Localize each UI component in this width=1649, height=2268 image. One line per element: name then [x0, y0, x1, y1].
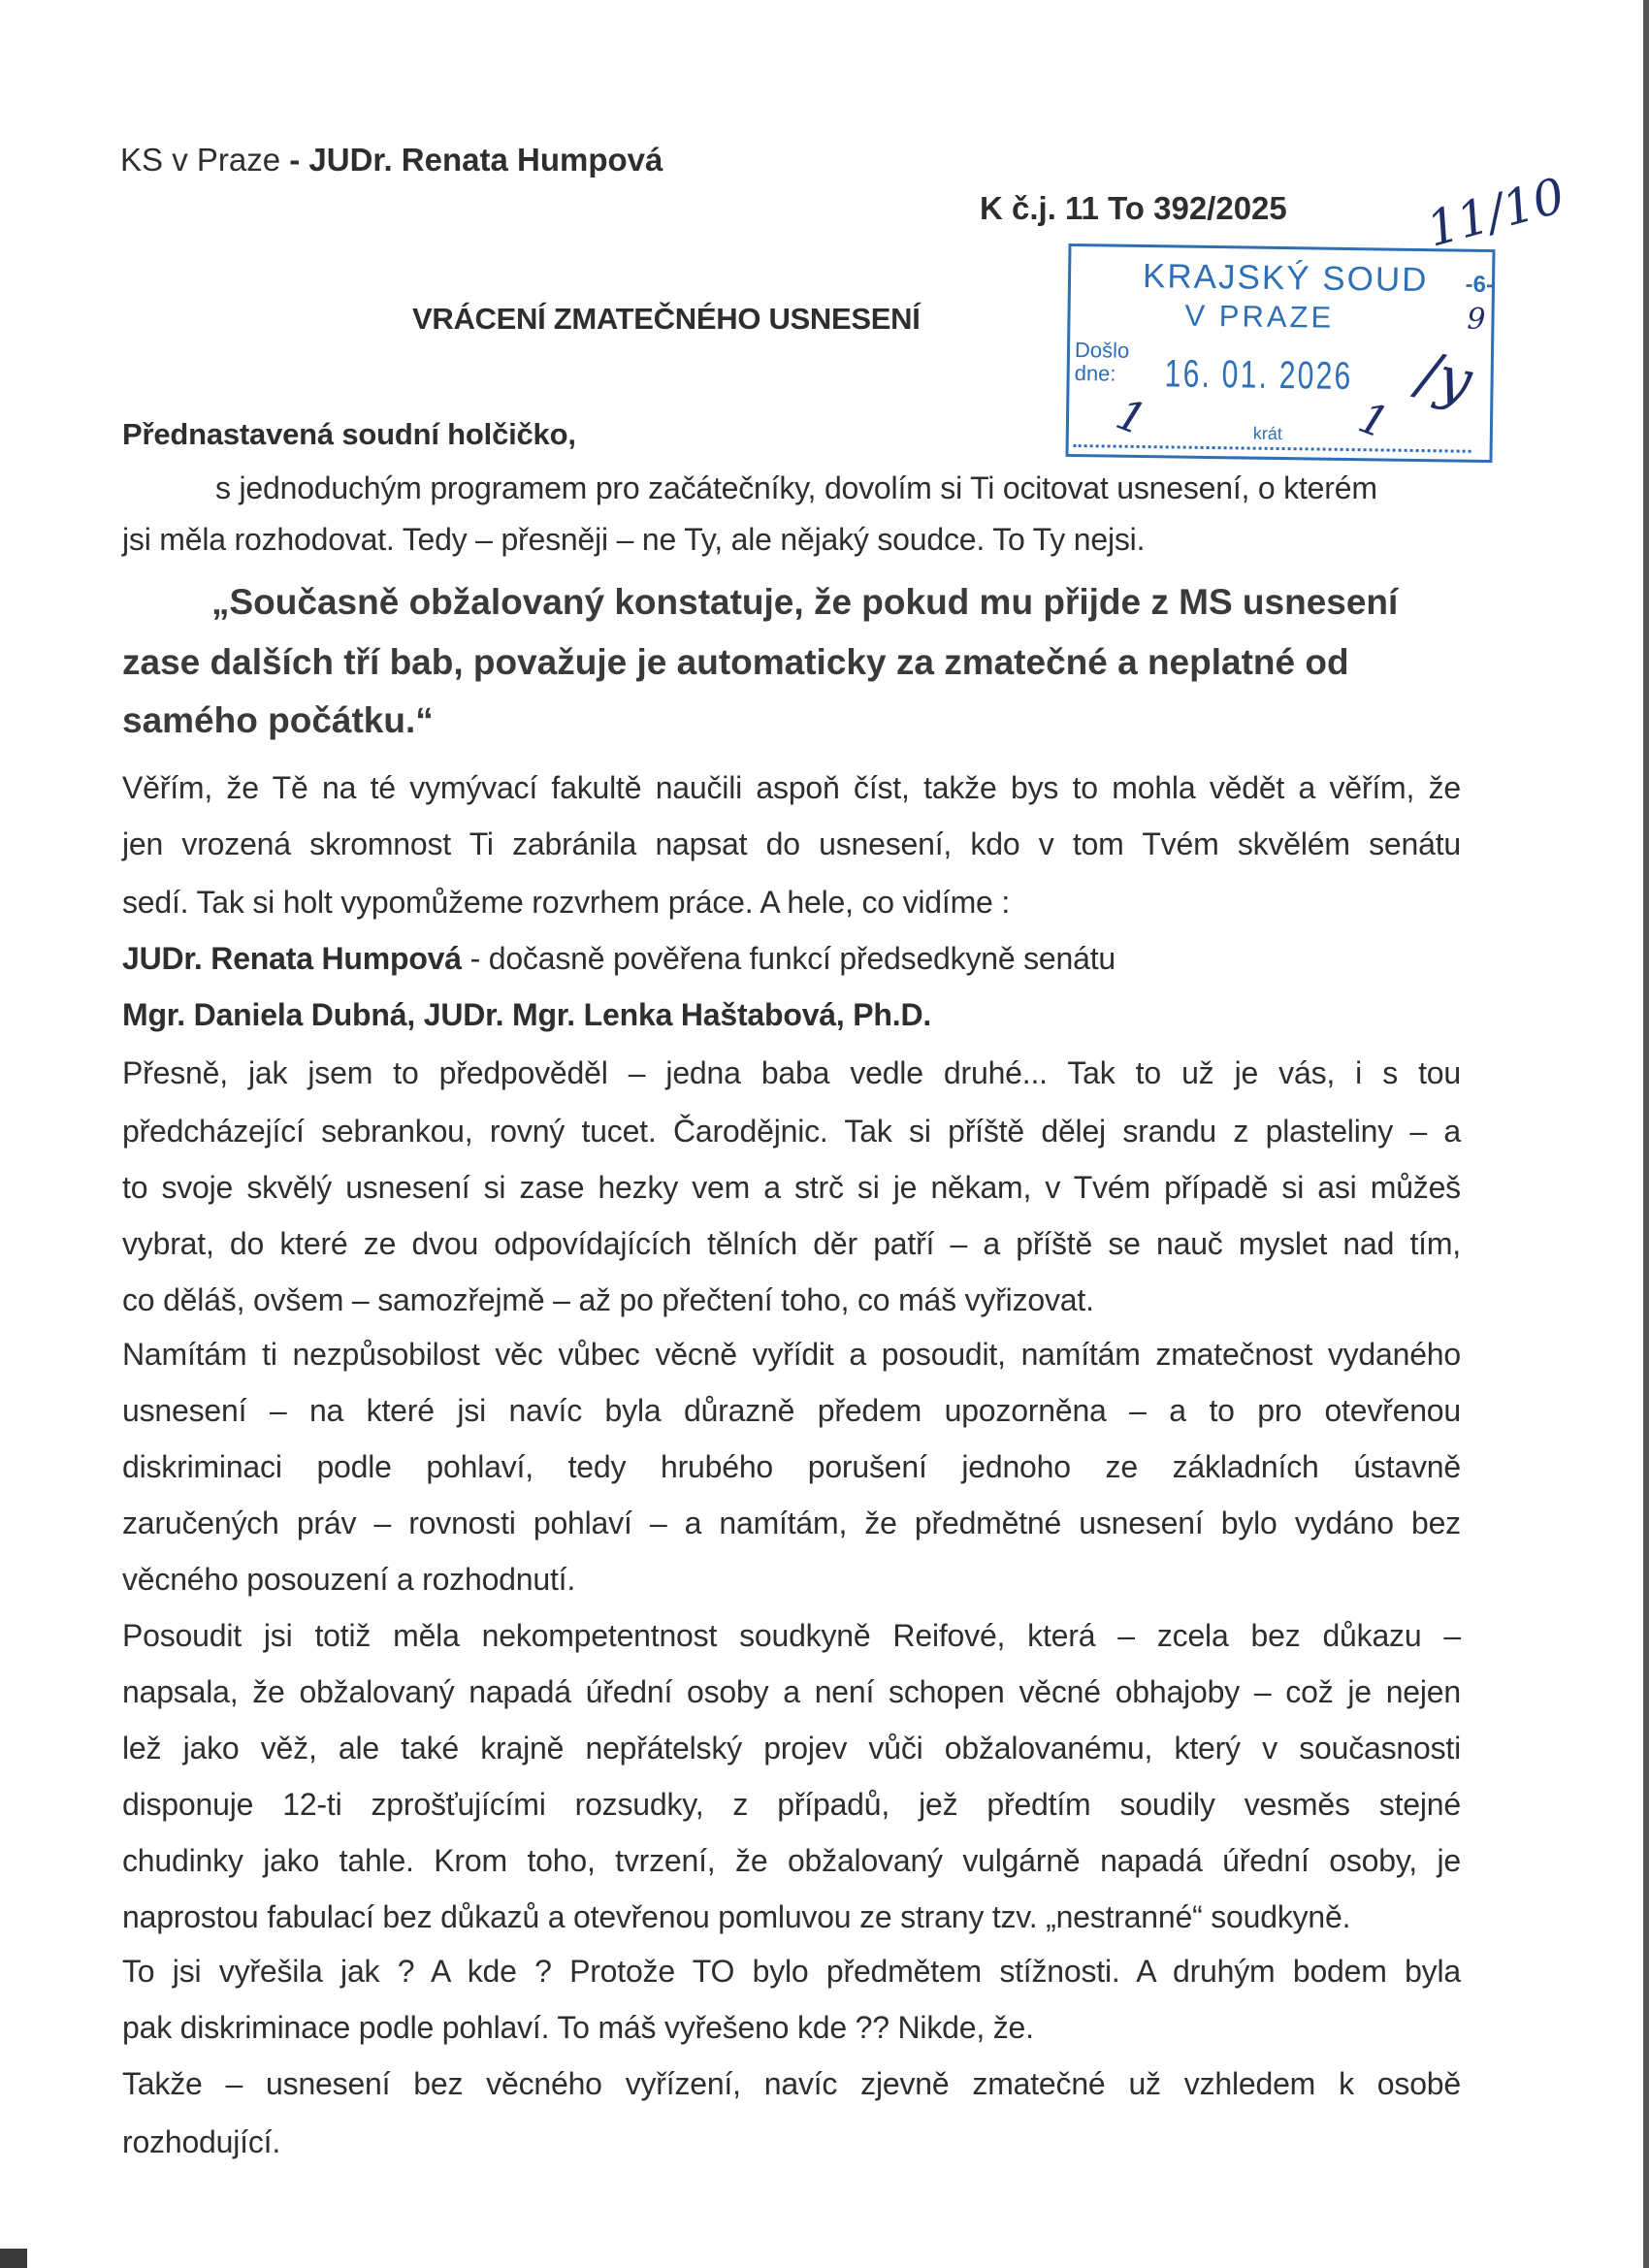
handwritten-page-number: 11/10 — [1420, 167, 1571, 258]
p4-line-4: disponuje 12-ti zprošťujícími rozsudky, z případů, jež předtím soudily vesměs stejné — [122, 1787, 1461, 1822]
senate-chair-role: - dočasně pověřena funkcí předsedkyně senátu — [461, 941, 1116, 976]
p1-line-1: Věřím, že Tě na té vymývací fakultě naučili aspoň číst, takže bys to mohla vědět a věřím, že — [122, 770, 1461, 805]
handwritten-count-2: 1 — [1351, 393, 1396, 449]
addressee-line — [120, 142, 663, 178]
stamp-court-name: KRAJSKÝ SOUD — [1142, 257, 1429, 300]
p2-line-3: to svoje skvělý usnesení si zase hezky vem a strč si je někam, v Tvém případě si asi můžeš — [122, 1170, 1461, 1205]
salutation: Přednastavená soudní holčičko, — [122, 417, 576, 451]
p3-line-1: Namítám ti nezpůsobilost věc vůbec věcně vyřídit a posoudit, namítám zmatečnost vydaného — [122, 1337, 1461, 1372]
scan-edge-right — [1643, 0, 1649, 2268]
senate-chair-name: JUDr. Renata Humpová — [122, 941, 462, 976]
p2-line-4: vybrat, do které ze dvou odpovídajících tělních děr patří – a příště se nauč myslet nad tím, — [122, 1226, 1461, 1261]
p1-line-2: jen vrozená skromnost Ti zabránila napsat do usnesení, kdo v tom Tvém skvělém senátu — [122, 826, 1461, 861]
stamp-received-line1: Došlo — [1074, 338, 1130, 363]
p3-line-5: věcného posouzení a rozhodnutí. — [122, 1562, 576, 1597]
addressee-name: - JUDr. Renata Humpová — [289, 142, 663, 178]
senate-members: Mgr. Daniela Dubná, JUDr. Mgr. Lenka Haštabová, Ph.D. — [122, 997, 932, 1032]
handwritten-side-mark: 9 — [1467, 302, 1486, 337]
stamp-received-label — [1075, 339, 1130, 386]
stamp-number-mark: -6- — [1465, 271, 1495, 299]
stamp-dotted-line — [1074, 444, 1471, 453]
handwritten-count-1: 1 — [1109, 389, 1153, 446]
p5-line-1: To jsi vyřešila jak ? A kde ? Protože TO bylo předmětem stížnosti. A druhým bodem byla — [122, 1954, 1461, 1989]
p4-line-5: chudinky jako tahle. Krom toho, tvrzení, že obžalovaný vulgárně napadá úřední osoby, je — [122, 1843, 1461, 1878]
p2-line-1: Přesně, jak jsem to předpověděl – jedna baba vedle druhé... Tak to už je vás, i s tou — [122, 1055, 1461, 1090]
senate-chair — [122, 941, 1116, 977]
stamp-city: V PRAZE — [1184, 298, 1335, 335]
p5-line-2: pak diskriminace podle pohlaví. To máš vyřešeno kde ?? Nikde, že. — [122, 2010, 1034, 2045]
p3-line-4: zaručených práv – rovnosti pohlaví – a namítám, že předmětné usnesení bylo vydáno bez — [122, 1506, 1461, 1540]
court-name: KS v Praze — [120, 142, 281, 178]
p6-line-2: rozhodující. — [122, 2124, 281, 2159]
p6-line-1: Takže – usnesení bez věcného vyřízení, navíc zjevně zmatečné už vzhledem k osobě — [122, 2066, 1461, 2101]
scan-edge-corner — [0, 2249, 27, 2268]
document-title: VRÁCENÍ ZMATEČNÉHO USNESENÍ — [412, 302, 921, 336]
p2-line-2: předcházející sebrankou, rovný tucet. Čarodějnic. Tak si příště dělej srandu z plasteliny – a — [122, 1114, 1461, 1149]
p3-line-3: diskriminaci podle pohlaví, tedy hrubého porušení jednoho ze základních ústavně — [122, 1449, 1461, 1484]
p1-line-3: sedí. Tak si holt vypomůžeme rozvrhem práce. A hele, co vidíme : — [122, 885, 1011, 920]
quote-line-1: „Současně obžalovaný konstatuje, že pokud mu přijde z MS usnesení — [211, 582, 1399, 622]
stamp-received-line2: dne: — [1074, 361, 1116, 386]
stamp-times-label: krát — [1252, 423, 1282, 444]
intro-line-1: s jednoduchým programem pro začátečníky, dovolím si Ti ocitovat usnesení, o kterém — [215, 470, 1377, 505]
quote-line-2: zase dalších tří bab, považuje je automaticky za zmatečné a neplatné od — [122, 642, 1349, 682]
p2-line-5: co děláš, ovšem – samozřejmě – až po přečtení toho, co máš vyřizovat. — [122, 1282, 1094, 1317]
p4-line-6: naprostou fabulací bez důkazů a otevřenou pomluvou ze strany tzv. „nestranné“ soudkyně. — [122, 1899, 1351, 1934]
p3-line-2: usnesení – na které jsi navíc byla důrazně předem upozorněna – a to pro otevřenou — [122, 1393, 1461, 1428]
p4-line-3: lež jako věž, ale také krajně nepřátelský projev vůči obžalovanému, který v současnosti — [122, 1731, 1461, 1766]
quote-line-3: samého počátku.“ — [122, 700, 434, 740]
intro-line-2: jsi měla rozhodovat. Tedy – přesněji – ne Ty, ale nějaký soudce. To Ty nejsi. — [122, 522, 1146, 557]
received-stamp — [1065, 243, 1495, 463]
stamp-date: 16. 01. 2026 — [1164, 352, 1353, 399]
case-reference: K č.j. 11 To 392/2025 — [980, 190, 1287, 226]
p4-line-1: Posoudit jsi totiž měla nekompetentnost soudkyně Reifové, která – zcela bez důkazu – — [122, 1618, 1461, 1653]
p4-line-2: napsala, že obžalovaný napadá úřední osoby a není schopen věcné obhajoby – což je nejen — [122, 1674, 1461, 1709]
handwritten-mark: /y — [1412, 339, 1477, 416]
